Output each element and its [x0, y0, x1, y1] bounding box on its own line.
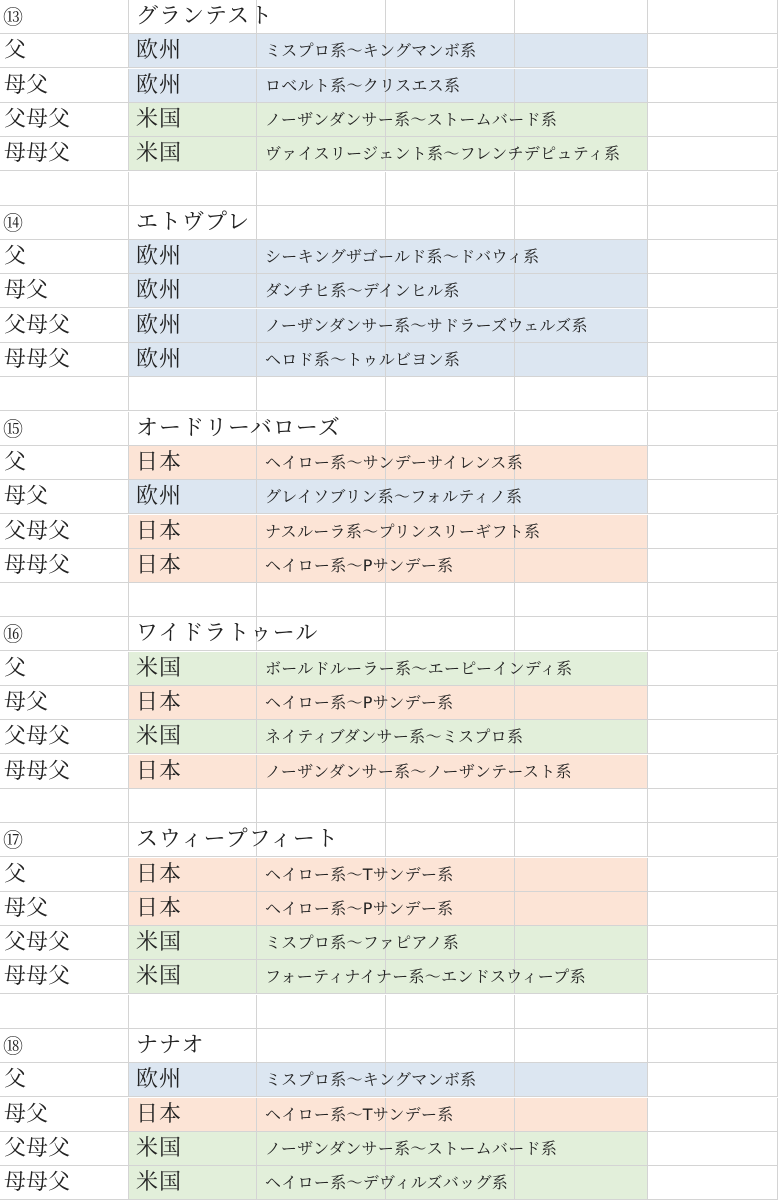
relation-label: 母父 — [4, 484, 49, 510]
grid-cell[interactable] — [648, 1029, 778, 1063]
grid-cell[interactable] — [648, 652, 778, 686]
lineage-text: ヴァイスリージェント系〜フレンチデピュティ系 — [265, 144, 621, 164]
horse-name: オードリーバローズ — [136, 415, 341, 441]
grid-cell[interactable] — [129, 172, 257, 206]
pedigree-row — [0, 309, 778, 343]
section-number: ⑭ — [3, 210, 23, 235]
grid-cell[interactable] — [129, 377, 257, 411]
grid-cell[interactable] — [648, 858, 778, 892]
blank-row — [0, 583, 778, 617]
grid-cell[interactable] — [515, 823, 648, 857]
grid-cell[interactable] — [515, 858, 648, 892]
section-header-row — [0, 1029, 778, 1063]
region-label: 米国 — [136, 106, 183, 132]
grid-cell[interactable] — [0, 377, 129, 411]
grid-cell[interactable] — [386, 172, 515, 206]
relation-label: 母父 — [4, 690, 49, 715]
region-label: 欧州 — [136, 484, 183, 510]
pedigree-row — [0, 755, 778, 789]
blank-row — [0, 377, 778, 411]
relation-label: 父 — [4, 861, 27, 887]
lineage-text: ヘイロー系〜Pサンデー系 — [265, 555, 454, 575]
grid-cell[interactable] — [386, 206, 515, 240]
pedigree-row — [0, 926, 778, 960]
grid-cell[interactable] — [648, 617, 778, 651]
region-label: 欧州 — [136, 244, 183, 270]
grid-cell[interactable] — [515, 1029, 648, 1063]
pedigree-row — [0, 1132, 778, 1166]
grid-cell[interactable] — [648, 206, 778, 240]
relation-label: 父 — [4, 244, 27, 270]
pedigree-row — [0, 549, 778, 583]
lineage-text: ミスプロ系〜キングマンボ系 — [265, 41, 477, 61]
relation-label: 母母父 — [4, 552, 71, 578]
region-label: 米国 — [136, 141, 183, 167]
grid-cell[interactable] — [515, 274, 648, 308]
section-header-row — [0, 617, 778, 651]
lineage-text: ヘイロー系〜サンデーサイレンス系 — [265, 452, 524, 472]
blank-row — [0, 172, 778, 206]
grid-cell[interactable] — [515, 1063, 648, 1097]
grid-cell[interactable] — [515, 480, 648, 514]
pedigree-row — [0, 446, 778, 480]
grid-cell[interactable] — [515, 549, 648, 583]
lineage-text: ノーザンダンサー系〜ストームバード系 — [265, 1138, 558, 1158]
relation-label: 母母父 — [4, 1170, 71, 1196]
relation-label: 父母父 — [4, 312, 71, 338]
relation-label: 母父 — [4, 895, 49, 921]
grid-cell[interactable] — [386, 583, 515, 617]
lineage-text: ノーザンダンサー系〜ノーザンテースト系 — [265, 761, 572, 781]
region-label: 米国 — [136, 1135, 183, 1161]
lineage-text: ボールドルーラー系〜エーピーインディ系 — [265, 658, 573, 678]
region-label: 日本 — [136, 690, 183, 715]
lineage-text: ロベルト系〜クリスエス系 — [265, 75, 461, 95]
grid-cell[interactable] — [648, 480, 778, 514]
pedigree-row — [0, 1166, 778, 1200]
relation-label: 父母父 — [4, 518, 71, 544]
grid-cell[interactable] — [648, 343, 778, 377]
grid-cell[interactable] — [386, 995, 515, 1029]
grid-cell[interactable] — [648, 1166, 778, 1200]
region-label: 米国 — [136, 930, 183, 956]
region-label: 欧州 — [136, 72, 183, 98]
lineage-text: ナスルーラ系〜プリンスリーギフト系 — [265, 521, 541, 541]
grid-cell[interactable] — [515, 172, 648, 206]
pedigree-row — [0, 960, 778, 994]
lineage-text: ヘイロー系〜Tサンデー系 — [265, 864, 454, 884]
pedigree-row — [0, 103, 778, 137]
lineage-text: ヘイロー系〜デヴィルズバッグ系 — [265, 1173, 509, 1193]
grid-cell[interactable] — [257, 0, 386, 34]
region-label: 米国 — [136, 724, 183, 750]
pedigree-row — [0, 240, 778, 274]
grid-cell[interactable] — [648, 515, 778, 549]
region-label: 日本 — [136, 895, 183, 921]
pedigree-row — [0, 686, 778, 720]
pedigree-row — [0, 69, 778, 103]
relation-label: 母父 — [4, 278, 49, 304]
grid-cell[interactable] — [515, 0, 648, 34]
pedigree-row — [0, 515, 778, 549]
section-number: ⑯ — [3, 622, 23, 647]
grid-cell[interactable] — [515, 686, 648, 720]
grid-cell[interactable] — [515, 69, 648, 103]
relation-label: 母母父 — [4, 347, 71, 372]
region-label: 米国 — [136, 964, 183, 990]
grid-cell[interactable] — [648, 686, 778, 720]
pedigree-row — [0, 720, 778, 754]
grid-cell[interactable] — [257, 583, 386, 617]
grid-cell[interactable] — [515, 926, 648, 960]
horse-name: エトヴプレ — [136, 209, 251, 235]
pedigree-row — [0, 480, 778, 514]
section-header-row — [0, 206, 778, 240]
region-label: 欧州 — [136, 312, 183, 338]
relation-label: 父 — [4, 38, 27, 64]
grid-cell[interactable] — [648, 446, 778, 480]
grid-cell[interactable] — [0, 995, 129, 1029]
grid-cell[interactable] — [515, 617, 648, 651]
grid-cell[interactable] — [515, 412, 648, 446]
relation-label: 父母父 — [4, 724, 71, 750]
grid-cell[interactable] — [648, 1098, 778, 1132]
lineage-text: ヘイロー系〜Pサンデー系 — [265, 898, 454, 918]
horse-name: グランテスト — [136, 4, 274, 29]
grid-cell[interactable] — [515, 377, 648, 411]
relation-label: 母父 — [4, 1101, 49, 1127]
grid-cell[interactable] — [0, 789, 129, 823]
grid-cell[interactable] — [648, 823, 778, 857]
grid-cell[interactable] — [515, 1166, 648, 1200]
grid-cell[interactable] — [515, 446, 648, 480]
pedigree-row — [0, 1063, 778, 1097]
grid-cell[interactable] — [648, 0, 778, 34]
region-label: 日本 — [136, 1101, 183, 1127]
grid-cell[interactable] — [386, 617, 515, 651]
grid-cell[interactable] — [648, 240, 778, 274]
grid-cell[interactable] — [648, 549, 778, 583]
grid-cell[interactable] — [386, 789, 515, 823]
relation-label: 母母父 — [4, 964, 71, 990]
grid-cell[interactable] — [648, 69, 778, 103]
region-label: 欧州 — [136, 278, 183, 304]
lineage-text: ミスプロ系〜ファピアノ系 — [265, 933, 460, 953]
lineage-text: フォーティナイナー系〜エンドスウィープ系 — [265, 967, 586, 987]
grid-cell[interactable] — [257, 1029, 386, 1063]
grid-cell[interactable] — [648, 1132, 778, 1166]
grid-cell[interactable] — [648, 309, 778, 343]
pedigree-row — [0, 892, 778, 926]
grid-cell[interactable] — [648, 274, 778, 308]
lineage-text: ノーザンダンサー系〜サドラーズウェルズ系 — [265, 315, 588, 335]
relation-label: 母母父 — [4, 141, 71, 167]
lineage-text: ヘイロー系〜Pサンデー系 — [265, 693, 454, 712]
grid-cell[interactable] — [515, 1098, 648, 1132]
grid-cell[interactable] — [515, 343, 648, 377]
horse-name: ワイドラトゥール — [136, 621, 319, 647]
region-label: 日本 — [136, 449, 183, 475]
pedigree-row — [0, 137, 778, 171]
section-number: ⑬ — [3, 5, 23, 29]
grid-cell[interactable] — [386, 1029, 515, 1063]
grid-cell[interactable] — [648, 583, 778, 617]
pedigree-row — [0, 1098, 778, 1132]
lineage-text: ヘロド系〜トゥルビヨン系 — [265, 350, 461, 369]
relation-label: 父 — [4, 449, 27, 475]
lineage-text: シーキングザゴールド系〜ドバウィ系 — [265, 247, 540, 267]
region-label: 米国 — [136, 655, 183, 681]
grid-cell[interactable] — [648, 137, 778, 171]
lineage-text: ヘイロー系〜Tサンデー系 — [265, 1104, 454, 1124]
grid-cell[interactable] — [257, 995, 386, 1029]
grid-cell[interactable] — [129, 583, 257, 617]
grid-cell[interactable] — [257, 377, 386, 411]
grid-cell[interactable] — [257, 172, 386, 206]
grid-cell[interactable] — [515, 720, 648, 754]
pedigree-row — [0, 274, 778, 308]
lineage-text: ノーザンダンサー系〜ストームバード系 — [265, 109, 558, 129]
blank-row — [0, 789, 778, 823]
grid-cell[interactable] — [515, 995, 648, 1029]
grid-cell[interactable] — [386, 377, 515, 411]
region-label: 日本 — [136, 758, 183, 784]
grid-cell[interactable] — [0, 172, 129, 206]
grid-cell[interactable] — [515, 892, 648, 926]
section-header-row — [0, 412, 778, 446]
grid-cell[interactable] — [0, 583, 129, 617]
grid-cell[interactable] — [648, 892, 778, 926]
relation-label: 母父 — [4, 72, 49, 98]
grid-cell[interactable] — [648, 34, 778, 68]
grid-cell[interactable] — [648, 720, 778, 754]
grid-cell[interactable] — [648, 103, 778, 137]
grid-cell[interactable] — [129, 789, 257, 823]
section-header-row — [0, 823, 778, 857]
region-label: 米国 — [136, 1170, 183, 1196]
grid-cell[interactable] — [648, 960, 778, 994]
pedigree-row — [0, 652, 778, 686]
relation-label: 母母父 — [4, 758, 71, 784]
pedigree-row — [0, 343, 778, 377]
region-label: 欧州 — [136, 38, 183, 64]
region-label: 日本 — [136, 518, 183, 544]
grid-cell[interactable] — [386, 412, 515, 446]
grid-cell[interactable] — [129, 995, 257, 1029]
region-label: 欧州 — [136, 347, 183, 372]
grid-cell[interactable] — [648, 1063, 778, 1097]
grid-cell[interactable] — [386, 0, 515, 34]
grid-cell[interactable] — [515, 789, 648, 823]
relation-label: 父 — [4, 1067, 27, 1093]
lineage-text: ミスプロ系〜キングマンボ系 — [265, 1070, 477, 1090]
relation-label: 父 — [4, 655, 27, 681]
relation-label: 父母父 — [4, 1135, 71, 1161]
grid-cell[interactable] — [648, 172, 778, 206]
grid-cell[interactable] — [648, 995, 778, 1029]
pedigree-row — [0, 34, 778, 68]
grid-cell[interactable] — [648, 926, 778, 960]
pedigree-row — [0, 858, 778, 892]
grid-cell[interactable] — [648, 755, 778, 789]
section-number: ⑮ — [3, 416, 23, 441]
region-label: 日本 — [136, 552, 183, 578]
lineage-text: グレイソブリン系〜フォルティノ系 — [265, 487, 523, 507]
grid-cell[interactable] — [515, 34, 648, 68]
grid-cell[interactable] — [648, 377, 778, 411]
relation-label: 父母父 — [4, 930, 71, 956]
blank-row — [0, 995, 778, 1029]
grid-cell[interactable] — [648, 789, 778, 823]
grid-cell[interactable] — [257, 789, 386, 823]
lineage-text: ダンチヒ系〜デインヒル系 — [265, 281, 460, 301]
grid-cell[interactable] — [515, 583, 648, 617]
horse-name: スウィープフィート — [136, 827, 339, 853]
horse-name: ナナオ — [136, 1033, 205, 1058]
relation-label: 父母父 — [4, 106, 71, 132]
grid-cell[interactable] — [648, 412, 778, 446]
grid-cell[interactable] — [257, 206, 386, 240]
section-header-row — [0, 0, 778, 34]
region-label: 欧州 — [136, 1067, 183, 1093]
section-number: ⑰ — [3, 828, 23, 853]
section-number: ⑱ — [3, 1034, 23, 1058]
lineage-text: ネイティブダンサー系〜ミスプロ系 — [265, 727, 524, 747]
grid-cell[interactable] — [386, 823, 515, 857]
region-label: 日本 — [136, 861, 183, 887]
grid-cell[interactable] — [515, 206, 648, 240]
